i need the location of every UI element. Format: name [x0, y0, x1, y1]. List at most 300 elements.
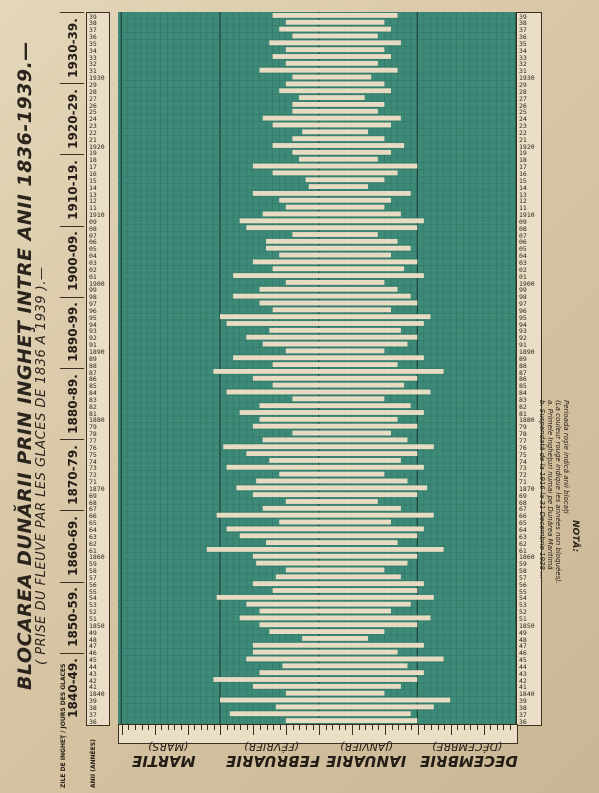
year-label-left: 33 — [89, 53, 97, 62]
axis-tick — [359, 725, 360, 730]
freeze-bar — [263, 212, 401, 217]
year-label-right: 06 — [519, 238, 527, 247]
axis-tick — [293, 725, 294, 730]
freeze-bar — [263, 116, 401, 121]
year-label-right: 46 — [519, 649, 527, 658]
year-label-right: 65 — [519, 519, 527, 528]
freeze-bar — [282, 663, 407, 668]
year-label-right: 37 — [519, 710, 527, 719]
freeze-bar — [246, 225, 417, 230]
decade-separator — [60, 653, 84, 654]
freeze-bar — [233, 273, 424, 278]
year-label-right: 01 — [519, 272, 527, 281]
year-label-left: 07 — [89, 231, 97, 240]
freeze-bar — [305, 177, 384, 182]
year-label-right: 02 — [519, 265, 527, 274]
year-label-right: 17 — [519, 163, 527, 172]
year-label-left: 93 — [89, 327, 97, 336]
year-label-left: 17 — [89, 163, 97, 172]
year-label-left: 65 — [89, 519, 97, 528]
axis-tick — [424, 725, 425, 730]
year-label-right: 93 — [519, 327, 527, 336]
year-label-left: 13 — [89, 190, 97, 199]
year-label-left: 48 — [89, 635, 97, 644]
year-label-right: 19 — [519, 149, 527, 158]
axis-tick — [352, 725, 353, 735]
year-label-right: 1890 — [519, 347, 535, 356]
year-label-left: 77 — [89, 436, 97, 445]
year-label-right: 07 — [519, 231, 527, 240]
freeze-bar — [266, 246, 411, 251]
freeze-bar — [240, 533, 418, 538]
axis-tick — [332, 725, 333, 730]
decade-separator — [60, 297, 84, 298]
axis-tick — [405, 725, 406, 730]
notes-line-1: Perioada roşie indică anii blocaţi — [562, 400, 570, 514]
axis-tick — [490, 725, 491, 730]
year-label-left: 14 — [89, 183, 97, 192]
notes-heading: NOTĂ: — [570, 520, 580, 553]
year-label-right: 55 — [519, 587, 527, 596]
year-label-right: 54 — [519, 594, 527, 603]
year-label-right: 04 — [519, 252, 527, 261]
axis-tick — [128, 725, 129, 730]
year-label-left: 1880 — [89, 416, 105, 425]
decade-label: 1870-79. — [66, 444, 81, 505]
year-label-left: 63 — [89, 532, 97, 541]
year-strip-right — [516, 12, 542, 726]
freeze-bar — [269, 40, 401, 45]
axis-tick — [194, 725, 195, 730]
axis-tick — [280, 725, 281, 730]
year-label-right: 45 — [519, 656, 527, 665]
year-label-right: 69 — [519, 491, 527, 500]
freeze-bar — [299, 95, 365, 100]
year-label-left: 66 — [89, 512, 97, 521]
year-label-right: 35 — [519, 39, 527, 48]
year-label-right: 71 — [519, 478, 527, 487]
year-label-left: 74 — [89, 457, 97, 466]
year-label-left: 67 — [89, 505, 97, 514]
freeze-bar — [273, 588, 418, 593]
year-label-right: 31 — [519, 67, 527, 76]
freeze-bar — [227, 465, 424, 470]
freeze-bar — [253, 650, 398, 655]
year-label-right: 77 — [519, 436, 527, 445]
year-label-left: 18 — [89, 156, 97, 165]
year-label-right: 96 — [519, 306, 527, 315]
year-label-right: 62 — [519, 539, 527, 548]
axis-tick — [214, 725, 215, 730]
freeze-bar — [207, 547, 444, 552]
axis-tick — [220, 725, 221, 735]
year-label-left: 02 — [89, 265, 97, 274]
year-label-left: 42 — [89, 676, 97, 685]
year-label-right: 15 — [519, 176, 527, 185]
axis-tick — [142, 725, 143, 730]
axis-tick — [135, 725, 136, 730]
axis-tick — [168, 725, 169, 730]
year-label-right: 1900 — [519, 279, 535, 288]
freeze-bar — [279, 27, 391, 32]
year-label-right: 64 — [519, 525, 527, 534]
year-label-right: 78 — [519, 430, 527, 439]
axis-tick — [385, 725, 386, 735]
year-label-left: 1870 — [89, 484, 105, 493]
freeze-bar — [233, 355, 424, 360]
year-label-left: 43 — [89, 669, 97, 678]
year-label-right: 14 — [519, 183, 527, 192]
freeze-bar — [263, 506, 401, 511]
freeze-bar — [240, 218, 424, 223]
year-label-right: 59 — [519, 560, 527, 569]
freeze-bar — [253, 164, 417, 169]
axis-tick — [411, 725, 412, 730]
freeze-bar — [253, 581, 424, 586]
year-label-left: 35 — [89, 39, 97, 48]
year-label-right: 72 — [519, 471, 527, 480]
year-label-right: 63 — [519, 532, 527, 541]
freeze-bar — [286, 20, 385, 25]
freeze-bar — [286, 61, 378, 66]
year-label-left: 88 — [89, 361, 97, 370]
freeze-bar — [253, 492, 417, 497]
year-label-right: 25 — [519, 108, 527, 117]
year-label-left: 19 — [89, 149, 97, 158]
freeze-bar — [227, 390, 431, 395]
freeze-bar — [220, 314, 431, 319]
freeze-bar — [286, 348, 385, 353]
year-label-left: 03 — [89, 258, 97, 267]
year-label-right: 52 — [519, 608, 527, 617]
year-label-left: 22 — [89, 128, 97, 137]
freeze-bar — [227, 526, 424, 531]
year-label-left: 53 — [89, 601, 97, 610]
year-label-left: 89 — [89, 354, 97, 363]
axis-tick — [503, 725, 504, 730]
chart-title: BLOCAREA DUNĂRII PRIN INGHEŢ INTRE ANII 1836-1939.— — [14, 41, 36, 690]
notes-line-3: a. Primele Ingheţuri numai pe Dunărea Maritimă — [546, 400, 554, 570]
year-label-right: 05 — [519, 245, 527, 254]
year-label-left: 28 — [89, 87, 97, 96]
year-label-left: 1920 — [89, 142, 105, 151]
year-label-left: 31 — [89, 67, 97, 76]
freeze-bar — [263, 342, 408, 347]
year-label-right: 98 — [519, 293, 527, 302]
freeze-bar — [240, 410, 424, 415]
decade-separator — [60, 368, 84, 369]
freeze-bar — [286, 205, 385, 210]
axis-tick — [286, 725, 287, 735]
year-label-left: 29 — [89, 80, 97, 89]
year-label-left: 34 — [89, 46, 97, 55]
freeze-bar — [276, 574, 401, 579]
year-label-right: 12 — [519, 197, 527, 206]
year-label-left: 37 — [89, 710, 97, 719]
decade-label: 1920-29. — [66, 88, 81, 149]
year-label-right: 99 — [519, 286, 527, 295]
chart-subtitle: ( PRISE DU FLEUVE PAR LES GLACES DE 1836 A 1939 ).— — [34, 266, 49, 665]
year-label-left: 1900 — [89, 279, 105, 288]
year-label-right: 42 — [519, 676, 527, 685]
year-label-right: 61 — [519, 546, 527, 555]
freeze-bar — [246, 451, 417, 456]
freeze-bar — [259, 417, 397, 422]
year-label-right: 28 — [519, 87, 527, 96]
freeze-bar — [309, 184, 368, 189]
year-label-left: 32 — [89, 60, 97, 69]
year-label-right: 41 — [519, 683, 527, 692]
year-label-right: 79 — [519, 423, 527, 432]
year-label-right: 38 — [519, 703, 527, 712]
axis-tick — [510, 725, 511, 730]
freeze-bar — [246, 335, 417, 340]
freeze-bar — [253, 376, 417, 381]
freeze-bar — [259, 287, 397, 292]
decade-label: 1910-19. — [66, 160, 81, 220]
year-label-right: 49 — [519, 628, 527, 637]
freeze-bar — [292, 109, 378, 114]
year-label-right: 85 — [519, 382, 527, 391]
decade-label: 1930-39. — [66, 17, 81, 78]
left-header: ZILE DE INGHEŢ / JOURS DES GLACES — [60, 663, 67, 788]
year-label-left: 44 — [89, 662, 97, 671]
year-label-left: 08 — [89, 224, 97, 233]
freeze-bar — [286, 499, 378, 504]
decade-label: 1850-59. — [66, 587, 81, 648]
decade-label: 1900-09. — [66, 231, 81, 292]
year-label-right: 73 — [519, 464, 527, 473]
axis-tick — [253, 725, 254, 735]
year-label-left: 38 — [89, 703, 97, 712]
year-label-right: 84 — [519, 389, 527, 398]
freeze-bar — [273, 362, 398, 367]
axis-tick — [319, 725, 320, 735]
year-label-right: 39 — [519, 12, 527, 21]
year-label-left: 15 — [89, 176, 97, 185]
year-label-right: 51 — [519, 614, 527, 623]
freeze-bar — [286, 81, 385, 86]
year-label-right: 1920 — [519, 142, 535, 151]
year-label-left: 39 — [89, 697, 97, 706]
axis-tick — [148, 725, 149, 730]
axis-tick — [174, 725, 175, 730]
year-label-left: 57 — [89, 573, 97, 582]
freeze-bar — [292, 431, 391, 436]
year-label-left: 78 — [89, 430, 97, 439]
freeze-bar — [256, 479, 407, 484]
year-label-left: 56 — [89, 580, 97, 589]
year-label-left: 55 — [89, 587, 97, 596]
year-label-left: 26 — [89, 101, 97, 110]
year-label-left: 36 — [89, 33, 97, 42]
axis-tick — [398, 725, 399, 730]
year-label-right: 1850 — [519, 621, 535, 630]
year-label-right: 76 — [519, 443, 527, 452]
freeze-bar — [240, 615, 431, 620]
year-label-right: 89 — [519, 354, 527, 363]
year-label-left: 62 — [89, 539, 97, 548]
year-label-right: 95 — [519, 313, 527, 322]
freeze-bar — [259, 670, 423, 675]
freeze-bar — [253, 643, 424, 648]
year-label-left: 41 — [89, 683, 97, 692]
year-label-left: 54 — [89, 594, 97, 603]
year-label-left: 1850 — [89, 621, 105, 630]
freeze-bar — [299, 157, 378, 162]
month-label-decembrie: DECEMBRIE — [420, 752, 518, 770]
freeze-bar — [259, 68, 397, 73]
notes-line-2: (La couleur rouge indique les années non bloquées). — [554, 400, 562, 585]
year-label-left: 59 — [89, 560, 97, 569]
year-label-right: 74 — [519, 457, 527, 466]
axis-tick — [155, 725, 156, 735]
freeze-bar — [259, 403, 410, 408]
year-label-right: 58 — [519, 567, 527, 576]
freeze-bar — [233, 294, 411, 299]
freeze-bar — [279, 472, 384, 477]
freeze-bar — [246, 657, 443, 662]
year-label-right: 67 — [519, 505, 527, 514]
freeze-bar — [253, 191, 411, 196]
decade-separator — [60, 439, 84, 440]
year-label-left: 01 — [89, 272, 97, 281]
freeze-bar — [246, 602, 410, 607]
freeze-bar — [217, 595, 434, 600]
year-label-right: 47 — [519, 642, 527, 651]
year-label-right: 94 — [519, 320, 527, 329]
year-label-left: 1840 — [89, 690, 105, 699]
year-label-left: 92 — [89, 334, 97, 343]
freeze-bar — [279, 88, 391, 93]
freeze-bar — [286, 718, 418, 723]
decade-label: 1880-89. — [66, 373, 81, 434]
year-label-left: 39 — [89, 12, 97, 21]
month-label-janvier: (JANVIER) — [340, 740, 393, 753]
axis-tick — [497, 725, 498, 730]
year-label-left: 73 — [89, 464, 97, 473]
freeze-bar — [292, 396, 384, 401]
axis-tick — [260, 725, 261, 730]
freeze-bar — [279, 198, 391, 203]
year-label-left: 94 — [89, 320, 97, 329]
freeze-bar — [276, 704, 434, 709]
year-label-right: 33 — [519, 53, 527, 62]
year-label-right: 22 — [519, 128, 527, 137]
year-label-right: 16 — [519, 169, 527, 178]
freeze-bar — [292, 75, 371, 80]
freeze-bar — [286, 280, 385, 285]
decade-separator — [60, 510, 84, 511]
year-label-right: 68 — [519, 498, 527, 507]
freeze-bar — [256, 561, 407, 566]
decade-label: 1890-99. — [66, 302, 81, 363]
year-label-right: 88 — [519, 361, 527, 370]
axis-tick — [438, 725, 439, 730]
freeze-bar — [302, 129, 368, 134]
axis-tick — [313, 725, 314, 730]
axis-tick — [306, 725, 307, 730]
year-label-left: 51 — [89, 614, 97, 623]
year-label-right: 1840 — [519, 690, 535, 699]
axis-tick — [418, 725, 419, 735]
axis-tick — [326, 725, 327, 730]
year-label-right: 97 — [519, 300, 527, 309]
freeze-bar — [269, 328, 401, 333]
year-label-right: 32 — [519, 60, 527, 69]
year-label-right: 83 — [519, 395, 527, 404]
year-label-right: 36 — [519, 33, 527, 42]
year-label-left: 16 — [89, 169, 97, 178]
year-label-right: 57 — [519, 573, 527, 582]
year-label-left: 99 — [89, 286, 97, 295]
axis-tick — [365, 725, 366, 730]
freeze-bar — [253, 424, 417, 429]
year-label-right: 21 — [519, 135, 527, 144]
freeze-bar — [273, 307, 391, 312]
year-label-left: 1860 — [89, 553, 105, 562]
freeze-bar — [292, 34, 378, 39]
month-label-decembre: (DÉCEMBRE) — [432, 740, 503, 753]
decade-separator — [60, 83, 84, 84]
freeze-bar — [220, 698, 450, 703]
year-label-right: 26 — [519, 101, 527, 110]
axis-tick — [234, 725, 235, 730]
year-label-left: 36 — [89, 717, 97, 726]
axis-tick — [517, 725, 518, 735]
decade-separator — [60, 226, 84, 227]
year-label-left: 64 — [89, 525, 97, 534]
year-label-right: 1860 — [519, 553, 535, 562]
year-label-left: 05 — [89, 245, 97, 254]
decade-separator — [60, 154, 84, 155]
year-label-right: 27 — [519, 94, 527, 103]
month-label-ianuarie: IANUARIE — [326, 752, 407, 770]
year-label-left: 12 — [89, 197, 97, 206]
year-label-left: 87 — [89, 368, 97, 377]
year-label-left: 84 — [89, 389, 97, 398]
year-label-right: 38 — [519, 19, 527, 28]
freeze-bar — [259, 622, 417, 627]
freeze-bar — [286, 47, 385, 52]
year-label-left: 1910 — [89, 211, 105, 220]
month-label-mars: (MARS) — [148, 740, 189, 753]
year-label-right: 1880 — [519, 416, 535, 425]
notes-line-4: b. Suspendată de la 1916 la 31 Decembrie 1938 ... — [538, 400, 546, 579]
year-label-left: 49 — [89, 628, 97, 637]
year-label-right: 92 — [519, 334, 527, 343]
year-label-right: 1870 — [519, 484, 535, 493]
year-label-right: 87 — [519, 368, 527, 377]
year-label-right: 66 — [519, 512, 527, 521]
axis-tick — [267, 725, 268, 730]
axis-tick — [339, 725, 340, 730]
freeze-bar — [259, 609, 391, 614]
freeze-bar — [279, 520, 391, 525]
axis-tick — [431, 725, 432, 730]
year-label-left: 75 — [89, 450, 97, 459]
year-label-left: 72 — [89, 471, 97, 480]
decade-label: 1840-49. — [66, 658, 81, 719]
year-label-right: 34 — [519, 46, 527, 55]
year-label-left: 37 — [89, 26, 97, 35]
year-label-left: 47 — [89, 642, 97, 651]
year-label-right: 13 — [519, 190, 527, 199]
freeze-bar — [273, 383, 405, 388]
year-label-left: 58 — [89, 567, 97, 576]
axis-tick — [240, 725, 241, 730]
year-label-right: 1930 — [519, 74, 535, 83]
